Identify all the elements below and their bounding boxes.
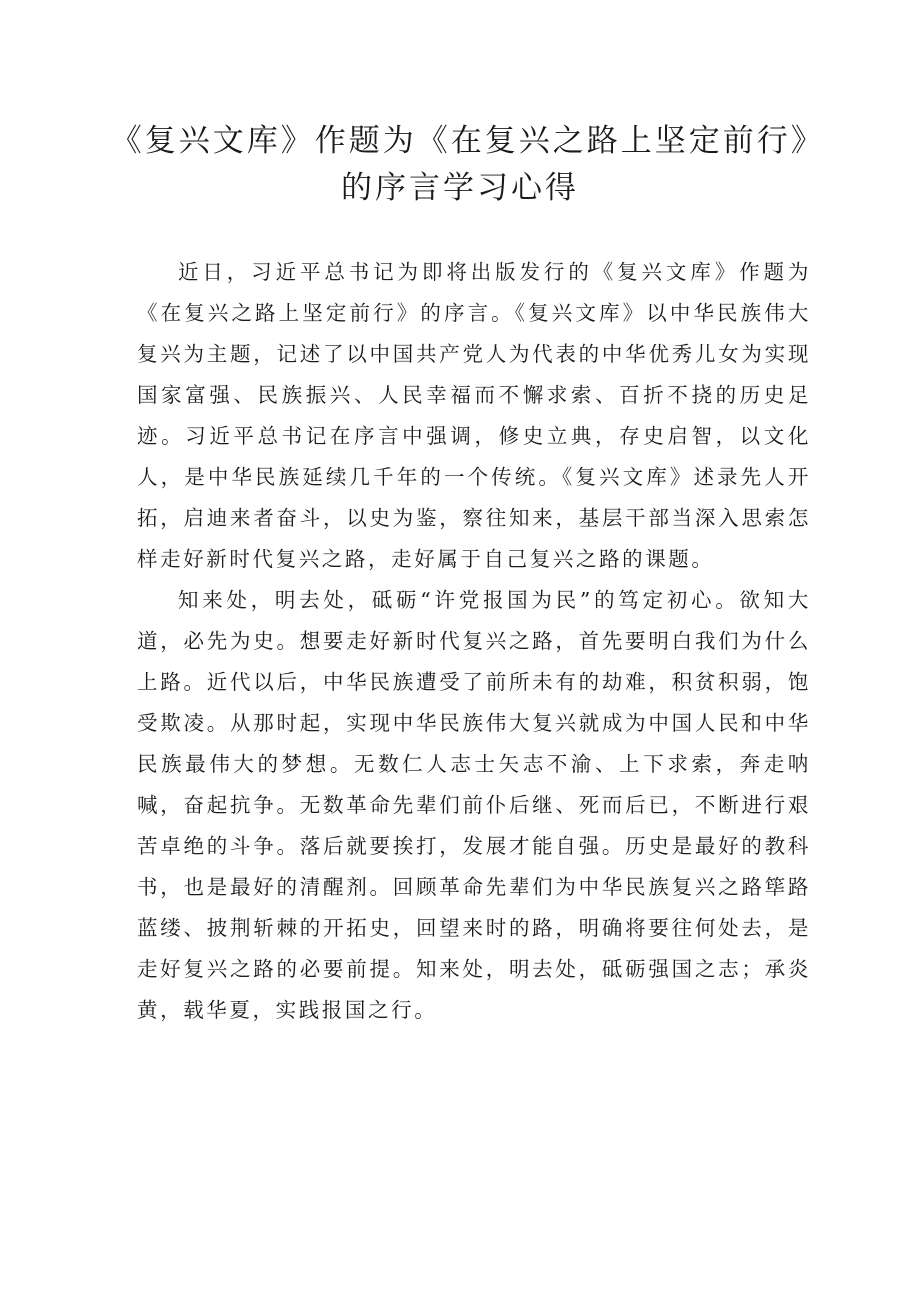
paragraph-1: 近日，习近平总书记为即将出版发行的《复兴文库》作题为《在复兴之路上坚定前行》的序言。《复兴文库》以中华民族伟大复兴为主题，记述了以中国共产党人为代表的中华优秀儿女为实现国家富强、民族振兴、人民幸福而不懈求索、百折不挠的历史足迹。习近平总书记在序言中强调，修史立典，存史启智，以文化人，是中华民族延续几千年的一个传统。《复兴文库》述录先人开拓，启迪来者奋斗，以史为鉴，察往知来，基层干部当深入思索怎样走好新时代复兴之路，走好属于自己复兴之路的课题。 bbox=[137, 260, 811, 571]
document-title: 《复兴文库》作题为《在复兴之路上坚定前行》的序言学习心得 bbox=[110, 123, 810, 206]
document-body bbox=[137, 252, 811, 1031]
paragraph-2: 知来处，明去处，砥砺“许党报国为民”的笃定初心。欲知大道，必先为史。想要走好新时代复兴之路，首先要明白我们为什么上路。近代以后，中华民族遭受了前所未有的劫难，积贫积弱，饱受欺凌。从那时起，实现中华民族伟大复兴就成为中国人民和中华民族最伟大的梦想。无数仁人志士矢志不渝、上下求索，奔走呐喊，奋起抗争。无数革命先辈们前仆后继、死而后已，不断进行艰苦卓绝的斗争。落后就要挨打，发展才能自强。历史是最好的教科书，也是最好的清醒剂。回顾革命先辈们为中华民族复兴之路筚路蓝缕、披荆斩棘的开拓史，回望来时的路，明确将要往何处去，是走好复兴之路的必要前提。知来处，明去处，砥砺强国之志；承炎黄，载华夏，实践报国之行。 bbox=[137, 588, 811, 1022]
